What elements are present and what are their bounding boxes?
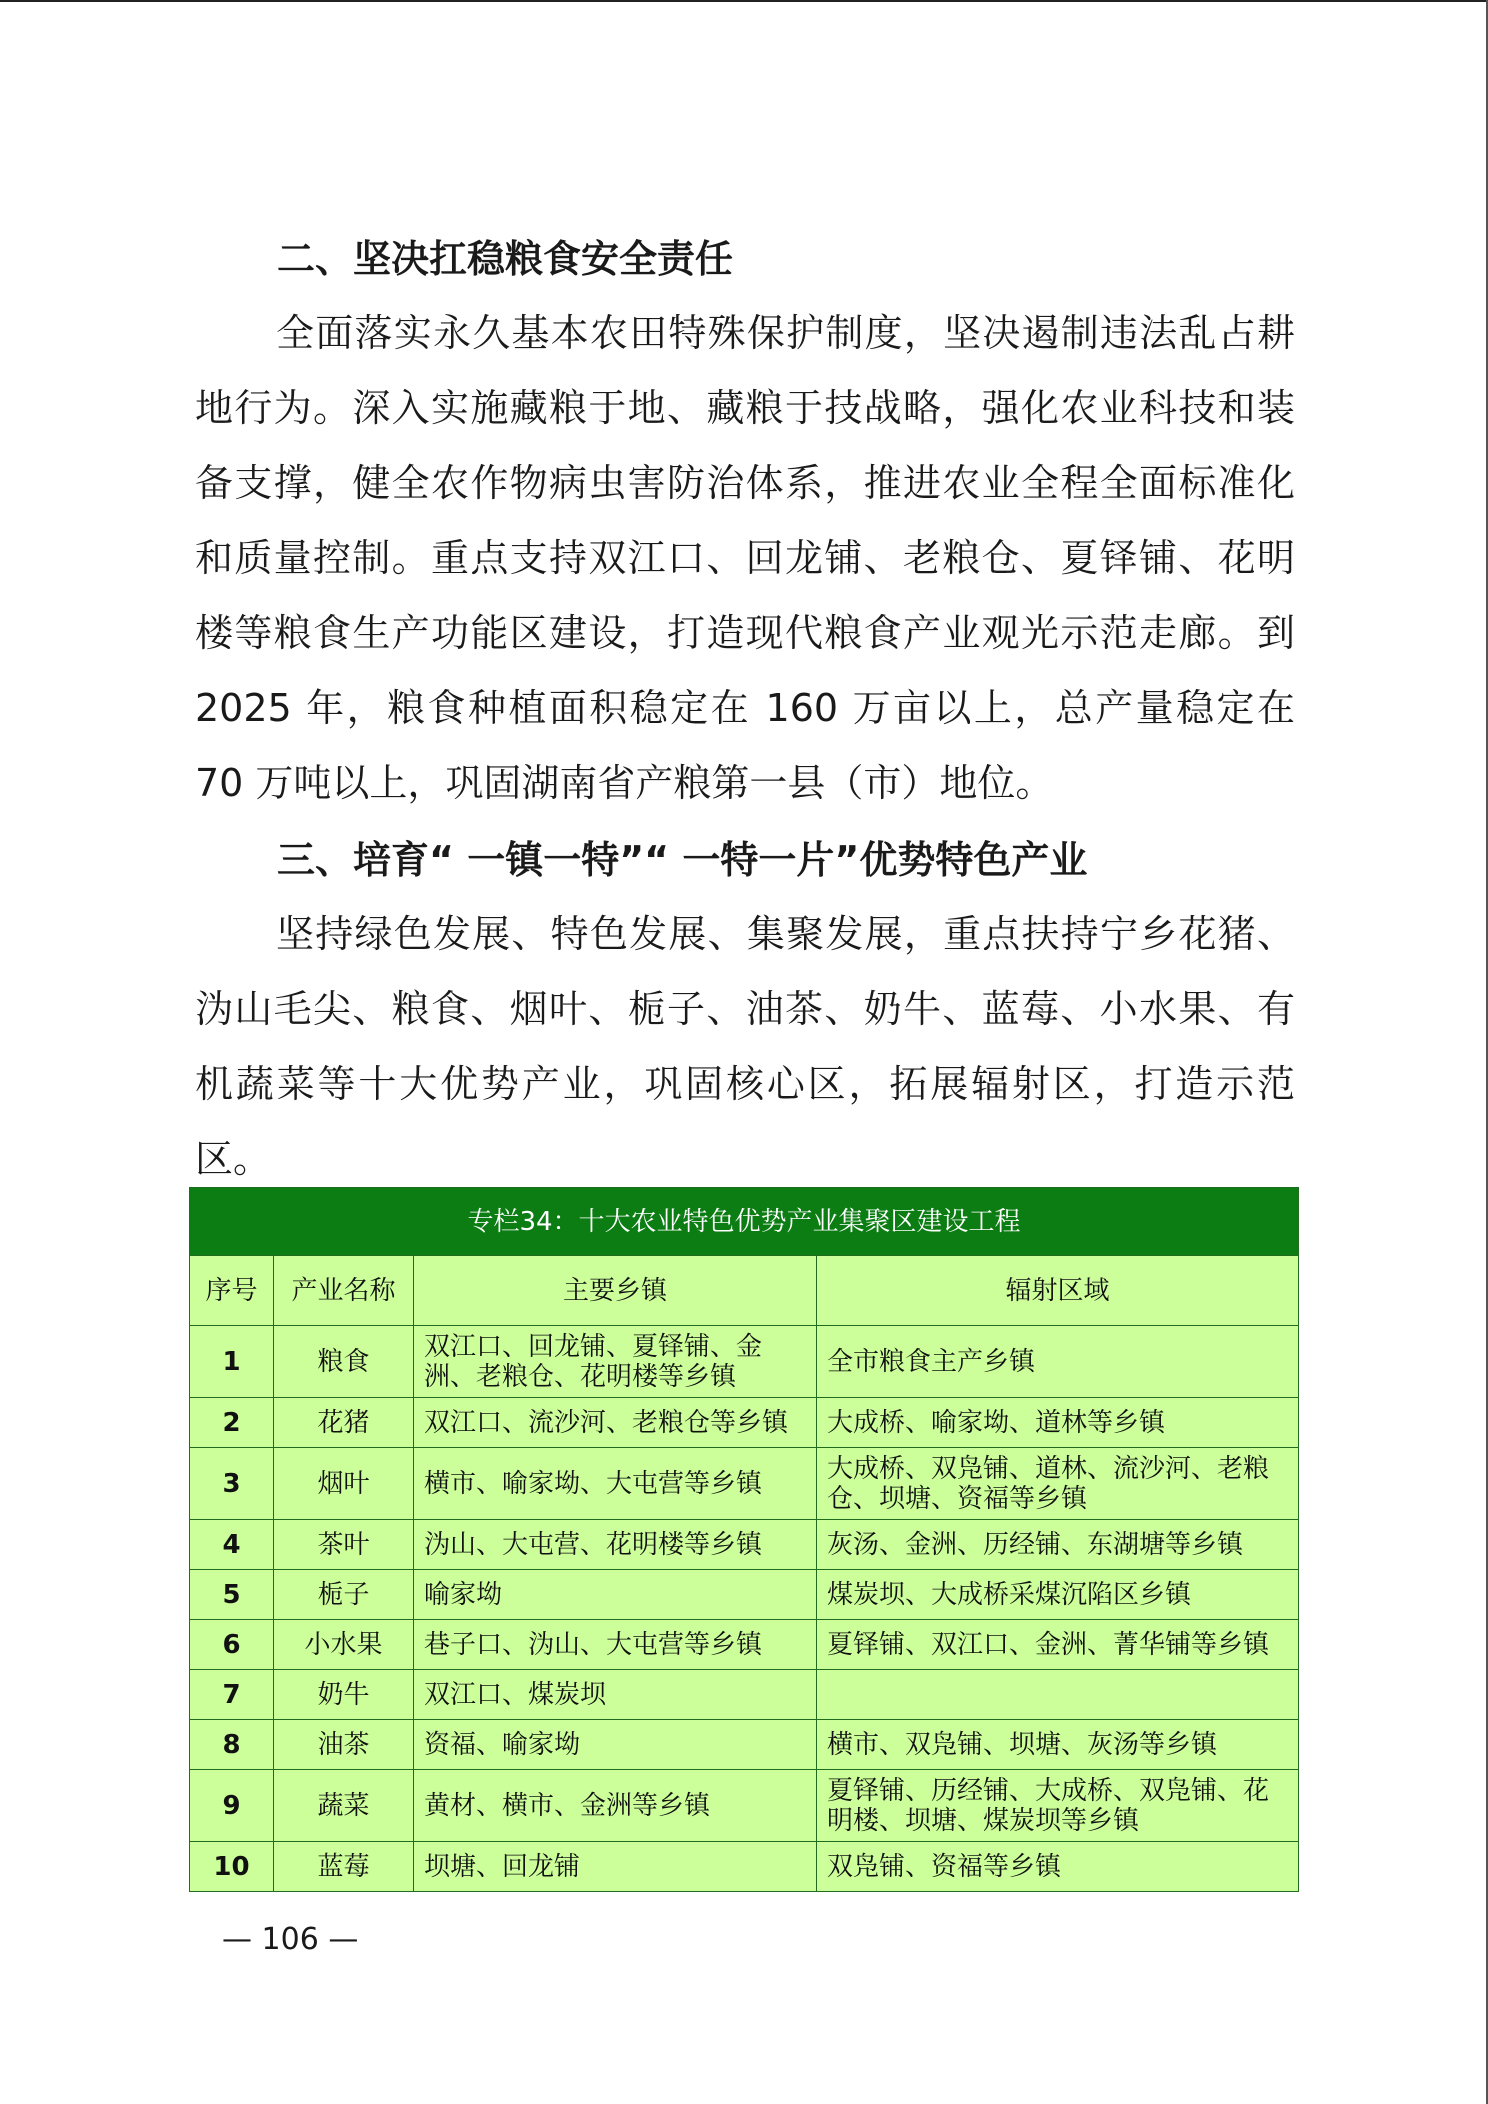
section-3-paragraph: 坚持绿色发展、特色发展、集聚发展，重点扶持宁乡花猪、沩山毛尖、粮食、烟叶、栀子、油茶、奶牛、蓝莓、小水果、有机蔬菜等十大优势产业，巩固核心区，拓展辐射区，打造示范区。 — [195, 912, 1295, 1181]
table-row — [190, 1326, 1299, 1398]
radiation-area: 大成桥、喻家坳、道林等乡镇 — [817, 1398, 1299, 1448]
radiation-area — [817, 1670, 1299, 1720]
column-header-industry: 产业名称 — [274, 1256, 414, 1326]
main-towns: 坝塘、回龙铺 — [414, 1842, 817, 1892]
main-towns: 黄材、横市、金洲等乡镇 — [414, 1770, 817, 1842]
industry-name: 小水果 — [274, 1620, 414, 1670]
page-number: — 106 — — [222, 1922, 359, 1957]
industry-name: 油茶 — [274, 1720, 414, 1770]
main-towns: 喻家坳 — [414, 1570, 817, 1620]
industry-name: 茶叶 — [274, 1520, 414, 1570]
radiation-area: 全市粮食主产乡镇 — [817, 1326, 1299, 1398]
radiation-area: 夏铎铺、双江口、金洲、菁华铺等乡镇 — [817, 1620, 1299, 1670]
column-header-radiation-area: 辐射区域 — [817, 1256, 1299, 1326]
industry-name: 粮食 — [274, 1326, 414, 1398]
table-row — [190, 1842, 1299, 1892]
table-row — [190, 1770, 1299, 1842]
main-towns: 双江口、流沙河、老粮仓等乡镇 — [414, 1398, 817, 1448]
section-2-paragraph: 全面落实永久基本农田特殊保护制度，坚决遏制违法乱占耕地行为。深入实施藏粮于地、藏粮于技战略，强化农业科技和装备支撑，健全农作物病虫害防治体系，推进农业全程全面标准化和质量控制。重点支持双江口、回龙铺、老粮仓、夏铎铺、花明楼等粮食生产功能区建设，打造现代粮食产业观光示范走廊。到 2025 年，粮食种植面积稳定在 160 万亩以上，总产量稳定在 70 万吨以上，巩固湖南省产粮第一县（市）地位。 — [195, 311, 1295, 805]
table-row — [190, 1670, 1299, 1720]
row-number: 10 — [190, 1842, 274, 1892]
radiation-area: 煤炭坝、大成桥采煤沉陷区乡镇 — [817, 1570, 1299, 1620]
radiation-area: 横市、双凫铺、坝塘、灰汤等乡镇 — [817, 1720, 1299, 1770]
table-header-row — [190, 1256, 1299, 1326]
radiation-area: 夏铎铺、历经铺、大成桥、双凫铺、花明楼、坝塘、煤炭坝等乡镇 — [817, 1770, 1299, 1842]
main-towns: 横市、喻家坳、大屯营等乡镇 — [414, 1448, 817, 1520]
section-3-heading: 三、培育“ 一镇一特”“ 一特一片”优势特色产业 — [277, 838, 1088, 882]
row-number: 4 — [190, 1520, 274, 1570]
industry-name: 栀子 — [274, 1570, 414, 1620]
main-towns: 资福、喻家坳 — [414, 1720, 817, 1770]
main-towns: 巷子口、沩山、大屯营等乡镇 — [414, 1620, 817, 1670]
column-header-main-towns: 主要乡镇 — [414, 1256, 817, 1326]
row-number: 6 — [190, 1620, 274, 1670]
page-top-border — [0, 0, 1488, 2]
table-row — [190, 1448, 1299, 1520]
table-row — [190, 1720, 1299, 1770]
row-number: 2 — [190, 1398, 274, 1448]
industry-name: 蓝莓 — [274, 1842, 414, 1892]
table-row — [190, 1398, 1299, 1448]
industry-name: 蔬菜 — [274, 1770, 414, 1842]
row-number: 8 — [190, 1720, 274, 1770]
main-towns: 双江口、回龙铺、夏铎铺、金洲、老粮仓、花明楼等乡镇 — [414, 1326, 817, 1398]
radiation-area: 灰汤、金洲、历经铺、东湖塘等乡镇 — [817, 1520, 1299, 1570]
section-2-heading: 二、坚决扛稳粮食安全责任 — [277, 237, 734, 281]
radiation-area: 双凫铺、资福等乡镇 — [817, 1842, 1299, 1892]
row-number: 7 — [190, 1670, 274, 1720]
industry-name: 奶牛 — [274, 1670, 414, 1720]
row-number: 1 — [190, 1326, 274, 1398]
industry-cluster-table — [189, 1187, 1299, 1892]
radiation-area: 大成桥、双凫铺、道林、流沙河、老粮仓、坝塘、资福等乡镇 — [817, 1448, 1299, 1520]
table-row — [190, 1520, 1299, 1570]
table-row — [190, 1620, 1299, 1670]
main-towns: 双江口、煤炭坝 — [414, 1670, 817, 1720]
row-number: 3 — [190, 1448, 274, 1520]
column-header-number: 序号 — [190, 1256, 274, 1326]
row-number: 5 — [190, 1570, 274, 1620]
table-row — [190, 1570, 1299, 1620]
industry-name: 花猪 — [274, 1398, 414, 1448]
row-number: 9 — [190, 1770, 274, 1842]
industry-name: 烟叶 — [274, 1448, 414, 1520]
table-caption: 专栏34：十大农业特色优势产业集聚区建设工程 — [190, 1188, 1299, 1256]
main-towns: 沩山、大屯营、花明楼等乡镇 — [414, 1520, 817, 1570]
